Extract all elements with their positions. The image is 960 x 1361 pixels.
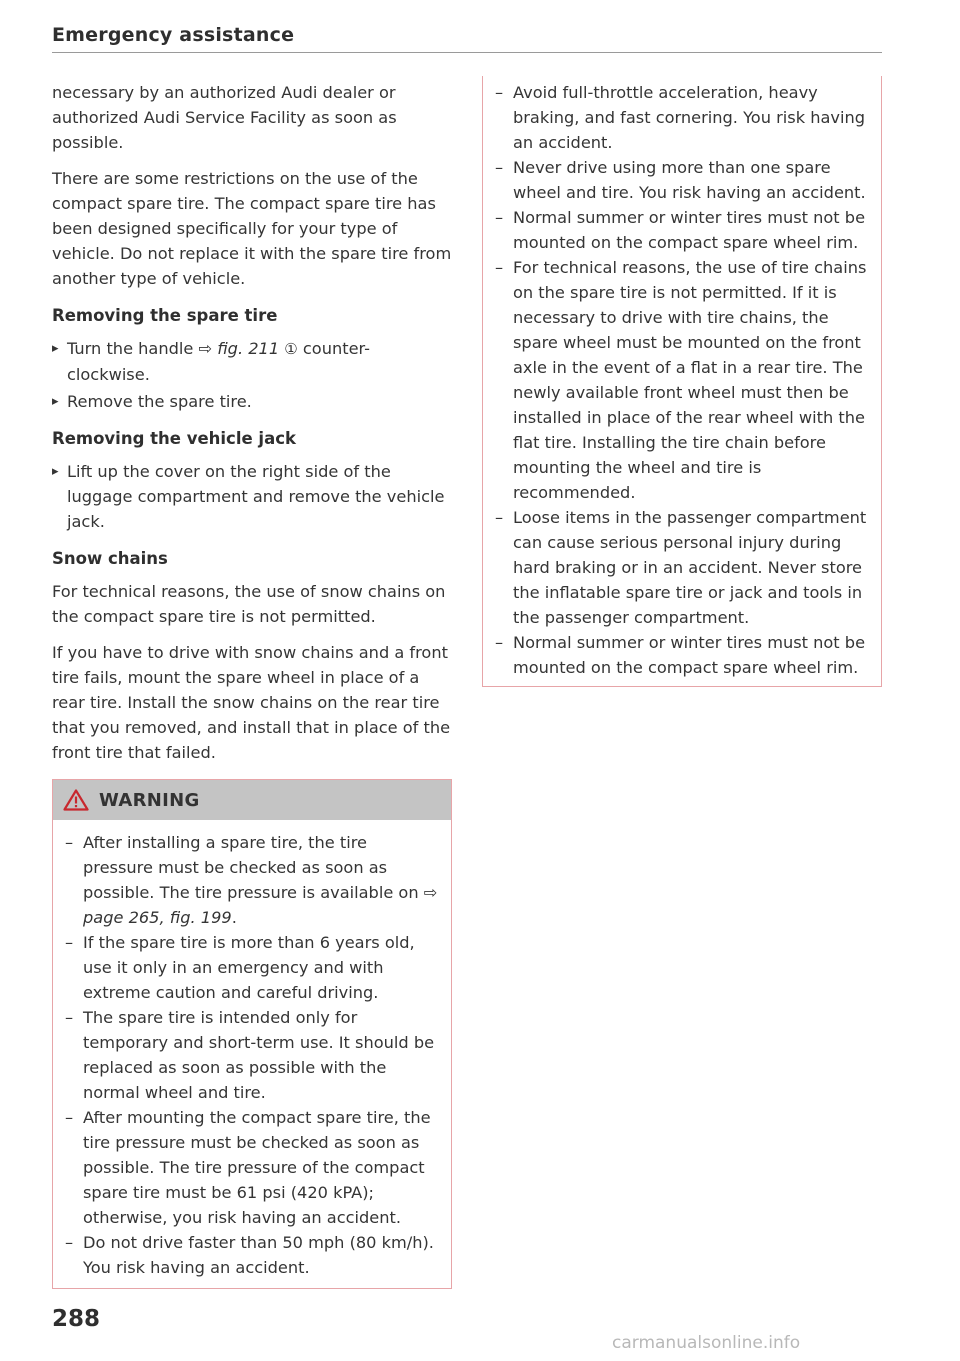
- paragraph-continuation: necessary by an authorized Audi dealer or authorized Audi Service Facility as soon as possible.: [52, 83, 397, 152]
- left-column: [52, 80, 452, 1289]
- warning-box: [52, 779, 452, 1289]
- heading-removing-spare-tire: Removing the spare tire: [52, 306, 278, 325]
- warning-item: – Never drive using more than one spare wheel and tire. You risk having an accident.: [495, 155, 869, 205]
- section-title: Emergency assistance: [52, 24, 295, 46]
- warning-body: [53, 820, 451, 1288]
- heading-removing-vehicle-jack: Removing the vehicle jack: [52, 429, 296, 448]
- warning-item: – After mounting the compact spare tire, the tire pressure must be checked as soon as possible. The tire pressure of the compact spare tire must be 61 psi (420 kPA); otherwise, you risk having an accident.: [65, 1105, 439, 1230]
- warning-item: – Do not drive faster than 50 mph (80 km/h). You risk having an accident.: [65, 1230, 439, 1280]
- step-remove-spare: ▸ Remove the spare tire.: [52, 389, 452, 414]
- figure-reference-link[interactable]: ⇨ fig. 211: [198, 339, 280, 358]
- warning-item: – Loose items in the passenger compartment can cause serious personal injury during hard braking or in an accident. Never store the inflatable spare tire or jack and tools in the passenger compartment.: [495, 505, 869, 630]
- warning-item: – Avoid full-throttle acceleration, heavy braking, and fast cornering. You risk having an accident.: [495, 80, 869, 155]
- step-lift-cover: ▸ Lift up the cover on the right side of the luggage compartment and remove the vehicle jack.: [52, 459, 452, 534]
- page-header: [52, 24, 882, 53]
- step-text: Turn the handle: [67, 339, 199, 358]
- warning-item: – The spare tire is intended only for temporary and short-term use. It should be replaced as soon as possible with the normal wheel and tire.: [65, 1005, 439, 1105]
- warning-header: [53, 780, 451, 820]
- warning-item: [65, 830, 439, 930]
- paragraph-snow-chains-2: If you have to drive with snow chains and a front tire fails, mount the spare wheel in place of a rear tire. Install the snow chains on the rear tire that you removed, and install that in place of the front tire that failed.: [52, 643, 451, 762]
- heading-snow-chains: Snow chains: [52, 549, 168, 568]
- paragraph-restrictions: There are some restrictions on the use of the compact spare tire. The compact spare tire has been designed specifically for your type of vehicle. Do not replace it with the spare tire from another type of vehicle.: [52, 169, 452, 288]
- warning-continuation-box: [482, 76, 882, 687]
- paragraph-snow-chains-1: For technical reasons, the use of snow chains on the compact spare tire is not permitted.: [52, 582, 446, 626]
- warning-triangle-icon: [63, 789, 89, 811]
- warning-title: WARNING: [99, 789, 200, 811]
- page-reference-link[interactable]: ⇨ page 265, fig. 199: [83, 883, 438, 927]
- step-text: counter-clockwise.: [67, 339, 370, 384]
- warning-item: – Normal summer or winter tires must not be mounted on the compact spare wheel rim.: [495, 205, 869, 255]
- warning-item-text: .: [231, 908, 237, 927]
- callout-marker: ①: [284, 340, 298, 358]
- warning-item-text: After installing a spare tire, the tire pressure must be checked as soon as possible. The tire pressure is available on: [83, 833, 424, 902]
- page-number: 288: [52, 1306, 101, 1332]
- warning-item: – Normal summer or winter tires must not be mounted on the compact spare wheel rim.: [495, 630, 869, 680]
- step-turn-handle: [52, 336, 452, 387]
- warning-item: – If the spare tire is more than 6 years old, use it only in an emergency and with extreme caution and careful driving.: [65, 930, 439, 1005]
- watermark: carmanualsonline.info: [612, 1333, 801, 1353]
- right-column: [482, 76, 882, 687]
- warning-item: – For technical reasons, the use of tire chains on the spare tire is not permitted. If it is necessary to drive with tire chains, the spare wheel must be mounted on the front axle in the event of a flat in a rear tire. The newly available front wheel must then be installed in place of the rear wheel with the flat tire. Installing the tire chain before mounting the wheel and tire is recommended.: [495, 255, 869, 505]
